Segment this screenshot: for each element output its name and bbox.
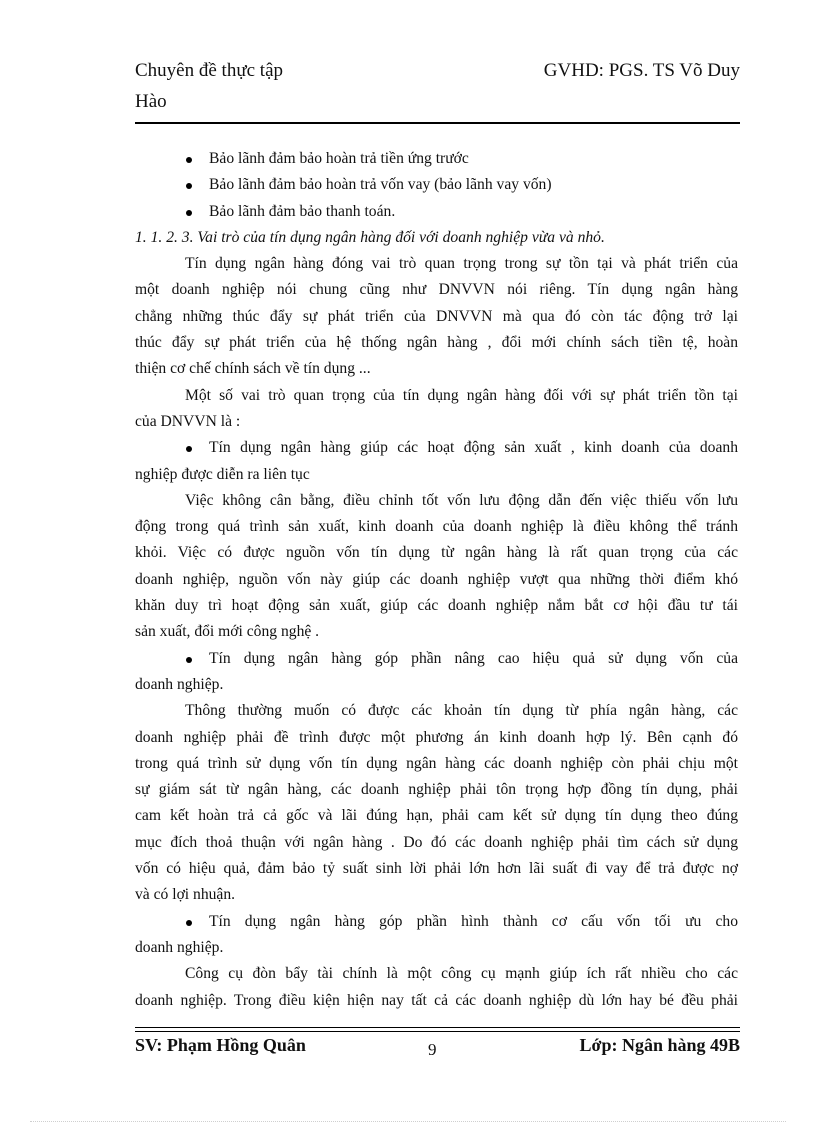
bullet-item: Tín dụng ngân hàng góp phần nâng cao hiệu quả sử dụng vốn của	[135, 646, 738, 672]
paragraph-line: và có lợi nhuận.	[135, 886, 236, 904]
paragraph-line: doanh nghiệp.	[135, 675, 224, 693]
footer-student: SV: Phạm Hồng Quân	[135, 1035, 306, 1055]
header-left: Chuyên đề thực tập	[135, 60, 284, 81]
paragraph-line: trong quá trình sử dụng vốn tín dụng ngân hàng các doanh nghiệp còn phải chịu một	[135, 754, 738, 772]
paragraph-line: doanh nghiệp.	[135, 938, 224, 956]
bullet-item: Bảo lãnh đảm bảo hoàn trả tiền ứng trước	[135, 146, 738, 172]
paragraph-line: cam kết hoàn trả cả gốc và lãi đúng hạn, phải cam kết sử dụng tín dụng theo đúng	[135, 807, 738, 825]
paragraph-line: doanh nghiệp. Trong điều kiện hiện nay tất cả các doanh nghiệp dù lớn hay bé đều phải	[135, 991, 738, 1009]
section-heading: 1. 1. 2. 3. Vai trò của tín dụng ngân hàng đối với doanh nghiệp vừa và nhỏ.	[135, 228, 605, 246]
bullet-item: Bảo lãnh đảm bảo thanh toán.	[135, 199, 738, 225]
paragraph-line: chẳng những thúc đẩy sự phát triển của DNVVN mà qua đó còn tác động trở lại	[135, 307, 738, 325]
paragraph-line: doanh nghiệp phải đề trình được một phương án kinh doanh hợp lý. Bên cạnh đó	[135, 728, 738, 746]
header-right: GVHD: PGS. TS Võ Duy	[543, 60, 740, 81]
footer-class: Lớp: Ngân hàng 49B	[579, 1035, 740, 1055]
page-bottom-border	[30, 1121, 786, 1122]
footer-rule	[135, 1027, 740, 1032]
paragraph-line: động trong quá trình sản xuất, kinh doanh của doanh nghiệp là điều không thể tránh	[135, 518, 738, 536]
bullet-item: Bảo lãnh đảm bảo hoàn trả vốn vay (bảo lãnh vay vốn)	[135, 172, 738, 198]
paragraph-line: Công cụ đòn bẩy tài chính là một công cụ mạnh giúp ích rất nhiều cho các	[185, 965, 738, 983]
paragraph-line: khỏi. Việc có được nguồn vốn tín dụng từ ngân hàng là rất quan trọng của các	[135, 544, 738, 562]
paragraph-line: Tín dụng ngân hàng đóng vai trò quan trọng trong sự tồn tại và phát triển của	[185, 255, 738, 273]
paragraph-line: Việc không cân bằng, điều chỉnh tốt vốn lưu động dẫn đến việc thiếu vốn lưu	[185, 491, 738, 509]
paragraph-line: doanh nghiệp, nguồn vốn này giúp các doanh nghiệp vượt qua những thời điểm khó	[135, 570, 738, 588]
paragraph-line: nghiệp được diễn ra liên tục	[135, 465, 310, 483]
paragraph-line: thúc đẩy sự phát triển của hệ thống ngân hàng , đổi mới chính sách tiền tệ, hoàn	[135, 334, 738, 352]
paragraph-line: sản xuất, đổi mới công nghệ .	[135, 623, 320, 641]
paragraph-line: của DNVVN là :	[135, 412, 241, 430]
paragraph-line: khăn duy trì hoạt động sản xuất, giúp các doanh nghiệp nắm bắt cơ hội đầu tư tái	[135, 597, 738, 615]
paragraph-line: sự giám sát từ ngân hàng, các doanh nghiệp phải tôn trọng hợp đồng tín dụng, phải	[135, 781, 738, 799]
paragraph-line: Một số vai trò quan trọng của tín dụng ngân hàng đối với sự phát triển tồn tại	[185, 386, 738, 404]
bullet-item: Tín dụng ngân hàng giúp các hoạt động sản xuất , kinh doanh của doanh	[135, 435, 738, 461]
paragraph-line: thiện cơ chế chính sách về tín dụng ...	[135, 360, 371, 378]
paragraph-line: Thông thường muốn có được các khoản tín dụng từ phía ngân hàng, các	[185, 702, 738, 720]
header-rule	[135, 122, 740, 124]
header-continuation: Hào	[135, 91, 167, 112]
paragraph-line: một doanh nghiệp nói chung cũng như DNVVN nói riêng. Tín dụng ngân hàng	[135, 281, 738, 299]
paragraph-line: mục đích thoả thuận với ngân hàng . Do đó các doanh nghiệp phải tìm cách sử dụng	[135, 833, 738, 851]
bullet-item: Tín dụng ngân hàng góp phần hình thành cơ cấu vốn tối ưu cho	[135, 909, 738, 935]
paragraph-line: vốn có hiệu quả, đảm bảo tỷ suất sinh lời phải lớn hơn lãi suất đi vay để trả được nợ	[135, 860, 738, 878]
document-body	[135, 146, 738, 1014]
page-number: 9	[428, 1040, 437, 1059]
